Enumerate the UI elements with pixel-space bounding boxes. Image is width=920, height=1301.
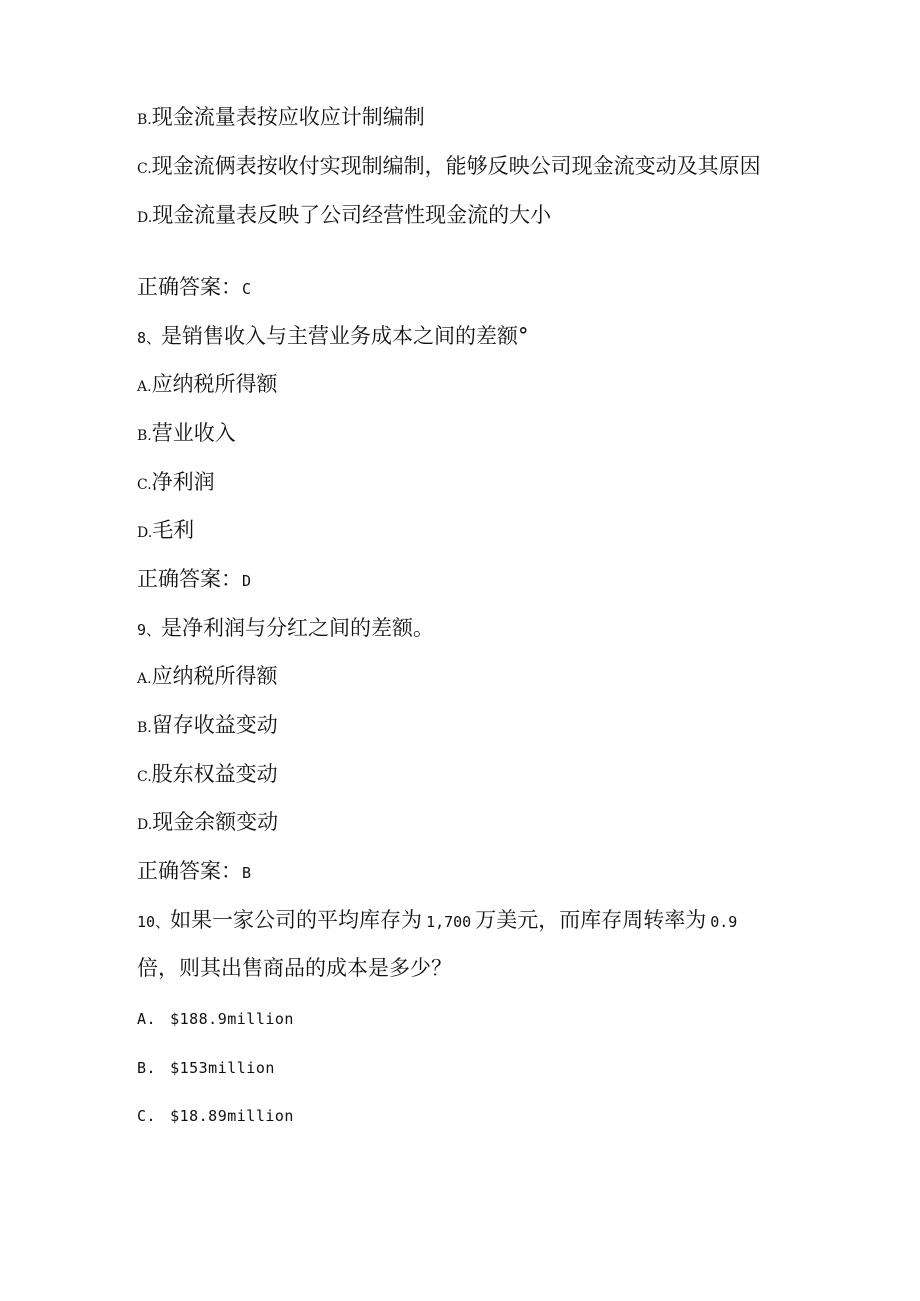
option-text: 现金流量表按应收应计制编制 bbox=[151, 105, 425, 129]
answer-line bbox=[137, 273, 251, 303]
answer-line bbox=[137, 565, 251, 595]
answer-line bbox=[137, 857, 251, 887]
question-text: 倍，则其出售商品的成本是多少？ bbox=[137, 956, 452, 980]
option-b-line bbox=[137, 711, 278, 742]
answer-value: B bbox=[242, 864, 252, 882]
turnover-value: 0.9 bbox=[710, 913, 738, 931]
question-text: 是净利润与分红之间的差额。 bbox=[161, 616, 435, 640]
question-number: 8、 bbox=[137, 329, 162, 347]
option-d-line bbox=[137, 516, 194, 547]
answer-label: 正确答案： bbox=[137, 275, 242, 299]
option-letter: A. bbox=[137, 671, 152, 687]
question-10-line bbox=[137, 906, 737, 936]
question-number: 9、 bbox=[137, 621, 162, 639]
option-text: 现金流俩表按收付实现制编制，能够反映公司现金流变动及其原因 bbox=[151, 154, 761, 178]
option-letter: D. bbox=[137, 210, 153, 226]
question-text: 如果一家公司的平均库存为 bbox=[170, 908, 423, 932]
question-text-continued: 万美元，而库存周转率为 bbox=[475, 908, 707, 932]
option-text: 应纳税所得额 bbox=[151, 372, 278, 396]
option-text: $188.9million bbox=[170, 1010, 294, 1028]
option-text: 留存收益变动 bbox=[151, 713, 278, 737]
option-text: 现金流量表反映了公司经营性现金流的大小 bbox=[152, 203, 552, 227]
option-text: 毛利 bbox=[152, 518, 195, 542]
inventory-value: 1,700 bbox=[426, 913, 472, 931]
option-text: $153million bbox=[170, 1059, 275, 1077]
option-text: 营业收入 bbox=[151, 421, 236, 445]
answer-value: D bbox=[242, 572, 252, 590]
option-letter: C. bbox=[137, 769, 152, 785]
option-letter: D. bbox=[137, 817, 153, 833]
option-b-line bbox=[137, 419, 236, 450]
option-letter: B. bbox=[137, 1059, 157, 1077]
option-c-line bbox=[137, 760, 278, 791]
option-d-line bbox=[137, 201, 551, 232]
option-a-line bbox=[137, 370, 278, 401]
option-b-line bbox=[137, 103, 425, 134]
option-d-line bbox=[137, 808, 278, 839]
option-letter: A. bbox=[137, 1010, 157, 1028]
option-c-line bbox=[137, 468, 215, 499]
option-letter: C. bbox=[137, 1107, 157, 1125]
option-text: 净利润 bbox=[151, 470, 215, 494]
question-number: 10、 bbox=[137, 913, 171, 931]
option-letter: B. bbox=[137, 720, 152, 736]
question-text: 是销售收入与主营业务成本之间的差额° bbox=[161, 324, 529, 348]
answer-value: C bbox=[242, 280, 252, 298]
option-letter: B. bbox=[137, 428, 152, 444]
option-a-line bbox=[137, 662, 278, 693]
option-b-line bbox=[137, 1054, 275, 1082]
option-letter: C. bbox=[137, 161, 152, 177]
question-9-line bbox=[137, 614, 434, 644]
question-8-line bbox=[137, 322, 529, 352]
answer-label: 正确答案： bbox=[137, 859, 242, 883]
answer-label: 正确答案： bbox=[137, 567, 242, 591]
question-10-line-2 bbox=[137, 954, 452, 982]
option-letter: D. bbox=[137, 525, 153, 541]
option-a-line bbox=[137, 1005, 294, 1033]
option-c-line bbox=[137, 1102, 294, 1130]
option-letter: B. bbox=[137, 112, 152, 128]
option-text: 股东权益变动 bbox=[151, 762, 278, 786]
option-c-line bbox=[137, 152, 761, 183]
option-text: 应纳税所得额 bbox=[151, 664, 278, 688]
option-text: 现金余额变动 bbox=[152, 810, 279, 834]
option-letter: A. bbox=[137, 379, 152, 395]
option-letter: C. bbox=[137, 477, 152, 493]
option-text: $18.89million bbox=[170, 1107, 294, 1125]
